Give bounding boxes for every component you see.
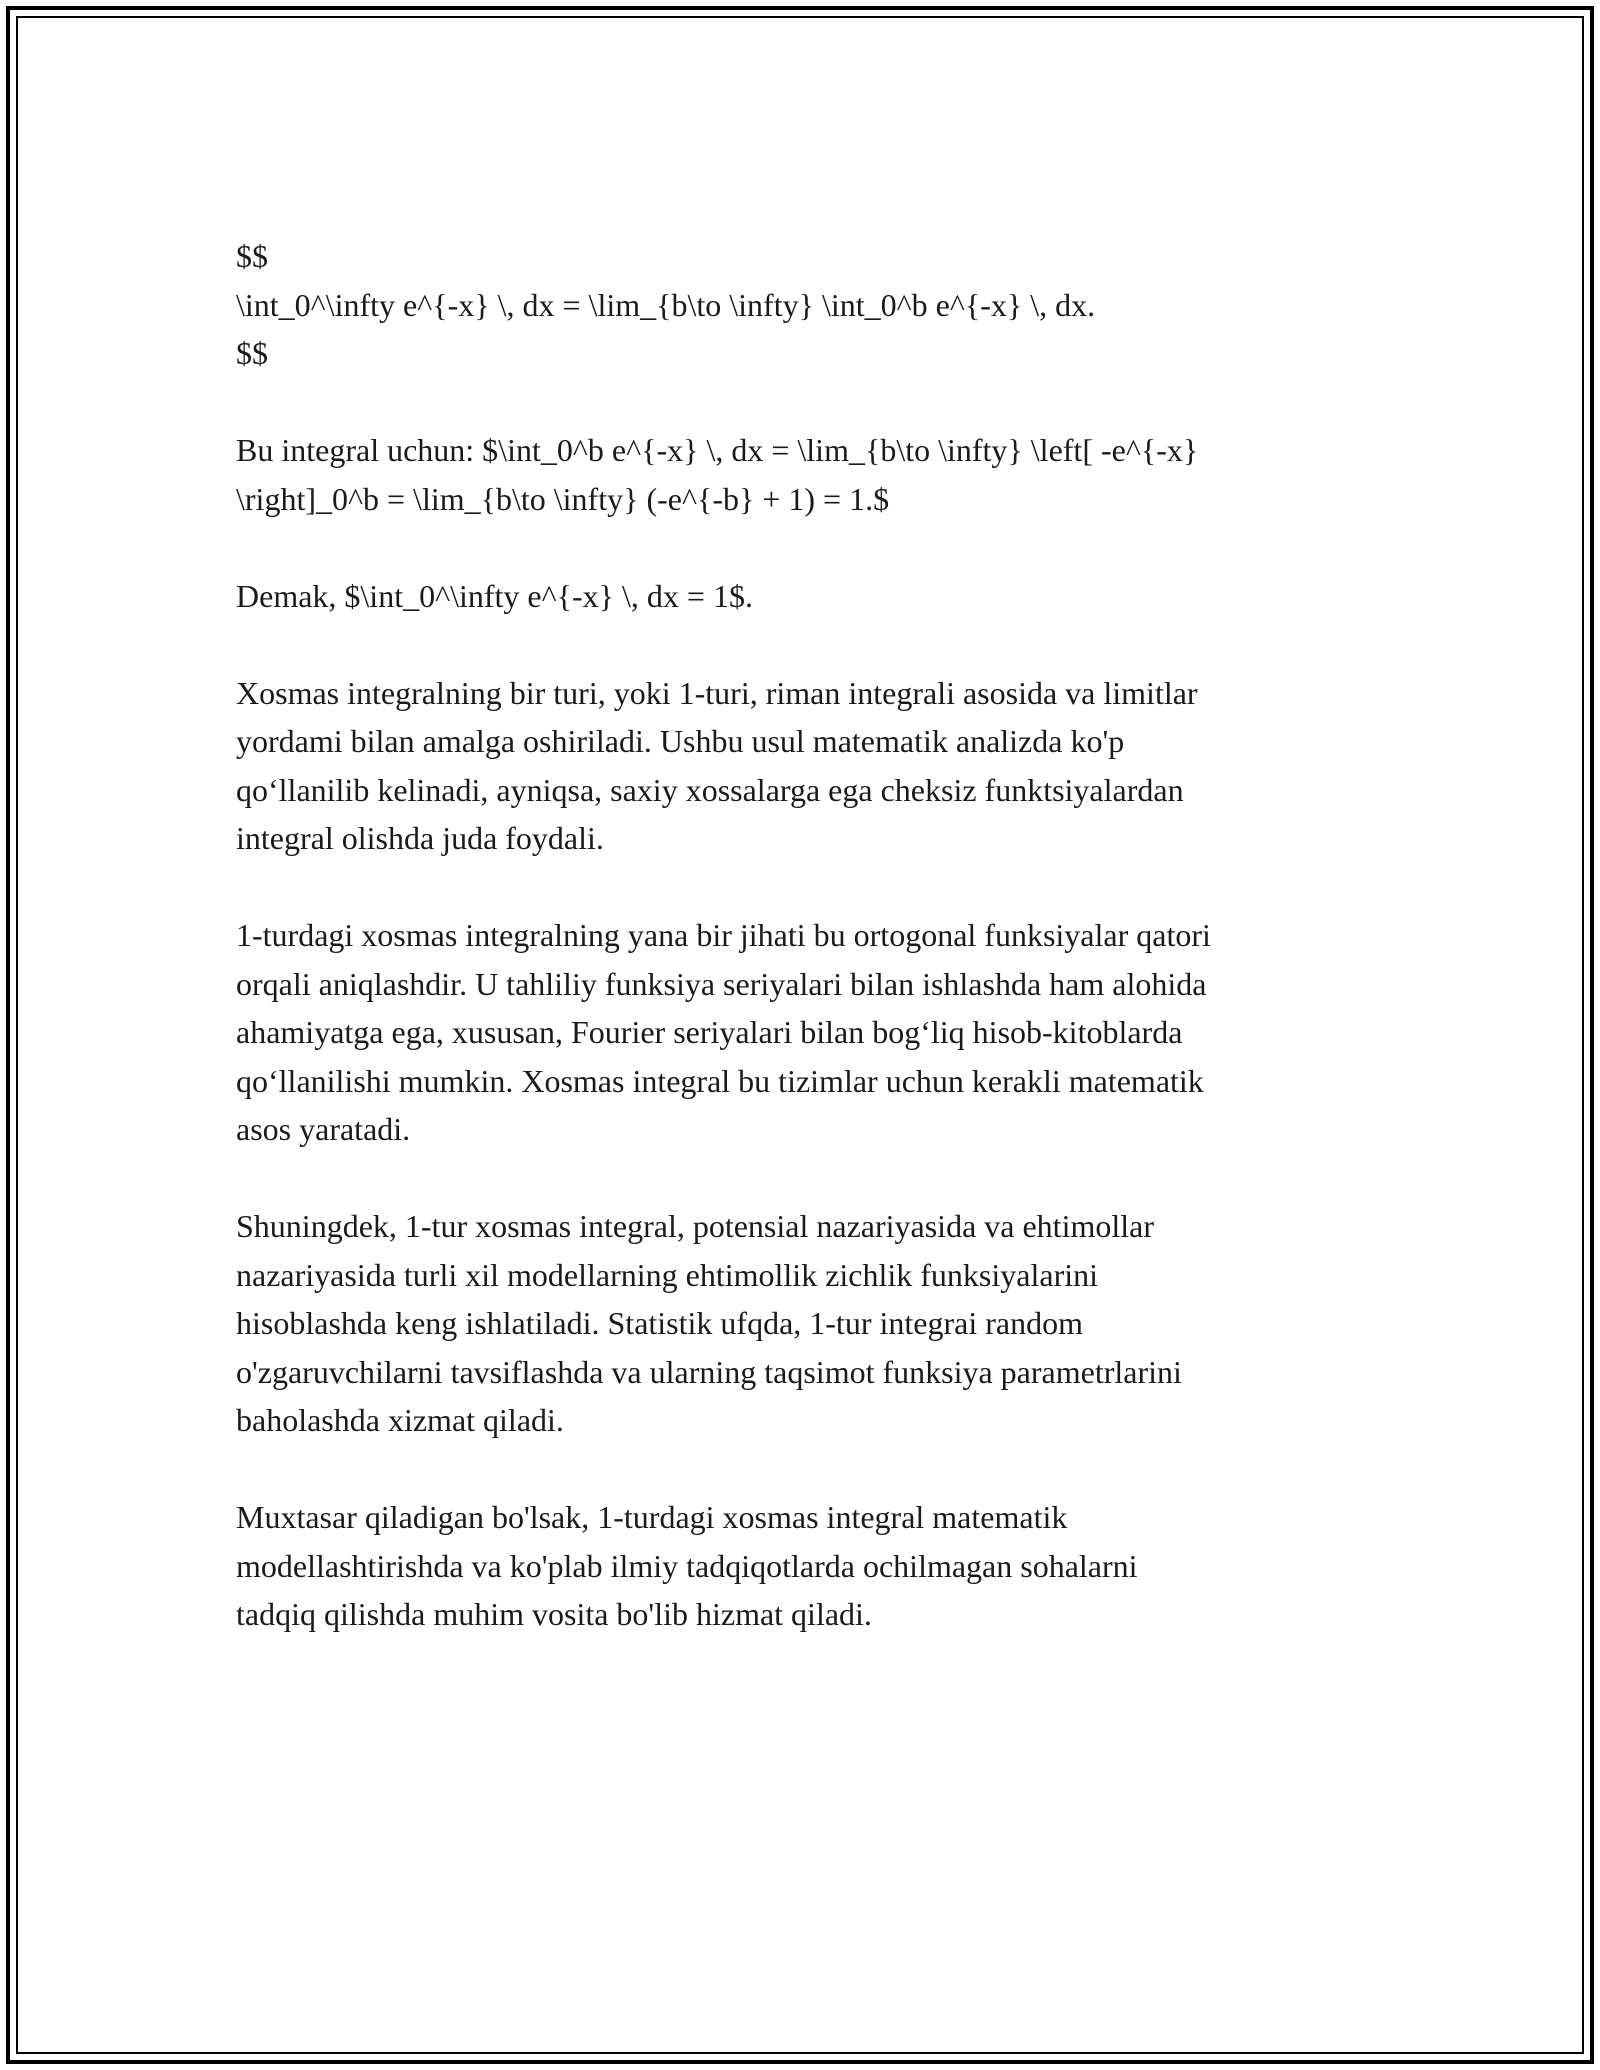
paragraph-conclusion: Demak, $\int_0^\infty e^{-x} \, dx = 1$. (236, 577, 753, 614)
paragraph-riemann: Xosmas integralning bir turi, yoki 1-turi, riman integrali asosida va limitlar yordami bilan amalga oshiriladi. Ushbu usul matematik analizda ko'p qo‘llanilib kelinadi, ayniqsa, saxiy xossalarga ega cheksiz funktsiyalardan integral olishda juda foydali. (236, 674, 1198, 856)
paragraph-probability: Shuningdek, 1-tur xosmas integral, potensial nazariyasida va ehtimollar nazariyasida turli xil modellarning ehtimollik zichlik funksiyalarini hisoblashda keng ishlatiladi. Statistik ufqda, 1-tur integrai random o'zgaruvchilarni tavsiflashda va ularning taqsimot funksiya parametrlarini baholashda xizmat qiladi. (236, 1208, 1182, 1438)
paragraph-integral-computation: Bu integral uchun: $\int_0^b e^{-x} \, dx = \lim_{b\to \infty} \left[ -e^{-x} \right]_0^b = \lim_{b\to \infty} (-e^{-b} + 1) = 1.$ (236, 432, 1199, 517)
paragraph-orthogonal: 1-turdagi xosmas integralning yana bir jihati bu ortogonal funksiyalar qatori orqali aniqlashdir. U tahliliy funksiya seriyalari bilan ishlashda ham alohida ahamiyatga ega, xususan, Fourier seriyalari bilan bog‘liq hisob-kitoblarda qo‘llanilishi mumkin. Xosmas integral bu tizimlar uchun kerakli matematik asos yaratadi. (236, 917, 1211, 1147)
paragraph-summary: Muxtasar qiladigan bo'lsak, 1-turdagi xosmas integral matematik modellashtirishda va ko'plab ilmiy tadqiqotlarda ochilmagan sohalarni tadqiq qilishda muhim vosita bo'lib hizmat qiladi. (236, 1499, 1138, 1632)
formula-block: $$ \int_0^\infty e^{-x} \, dx = \lim_{b\to \infty} \int_0^b e^{-x} \, dx. $$ (236, 238, 1096, 371)
document-body (236, 232, 1366, 1687)
